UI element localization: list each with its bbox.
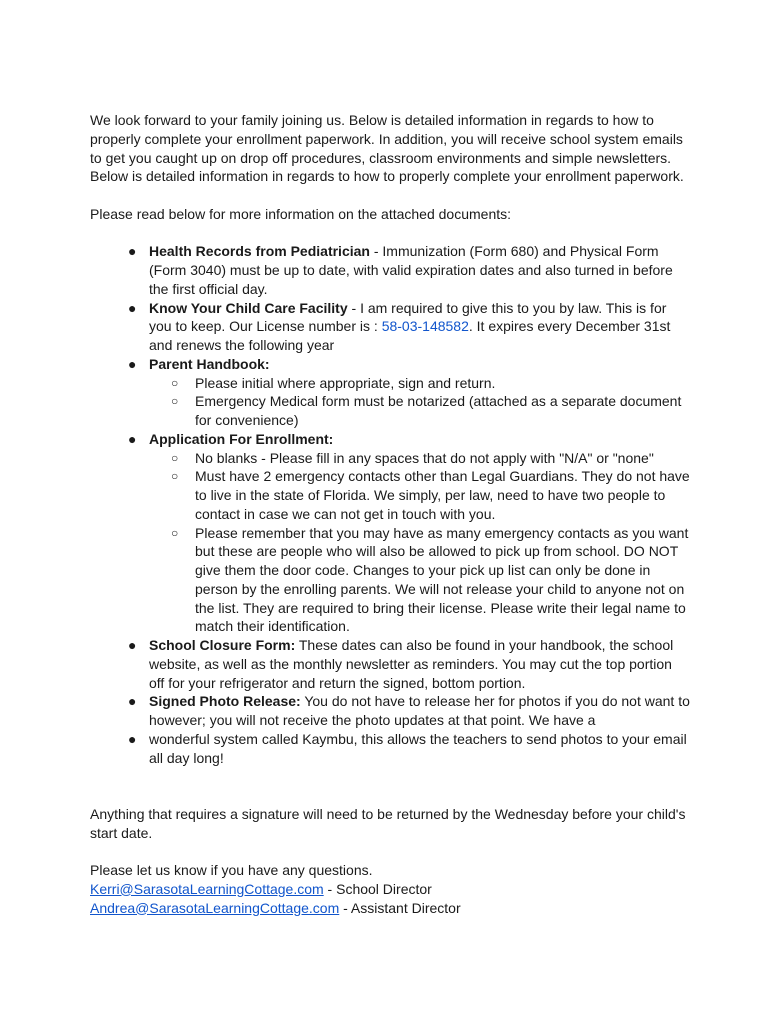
item-title: Parent Handbook: — [149, 355, 270, 372]
read-below-text: Please read below for more information on the attached documents: — [90, 205, 512, 222]
sub-list — [149, 449, 690, 637]
sub-item-text: Please remember that you may have as many emergency contacts as you want but these are people who will also be allowed to pick up from school. DO NOT give them the door code. Changes to your pick up list can only be done in person by the enrolling parents. We will not release your child to anyone not on the list. They are required to bring their license. Please write their legal name to match their identification. — [195, 524, 689, 635]
sub-list — [149, 374, 690, 430]
bullet-icon: ● — [128, 730, 137, 747]
bullet-icon: ● — [128, 430, 137, 447]
sub-bullet-icon: ○ — [171, 450, 179, 465]
sub-list-item — [149, 467, 690, 523]
sub-bullet-icon: ○ — [171, 469, 179, 484]
documents-list — [90, 242, 690, 767]
list-item-kaymbu — [90, 730, 690, 768]
list-item-photo-release — [90, 692, 690, 730]
item-text: These dates can also be found in your handbook, the school website, as well as the monthly newsletter as reminders. You may cut the top portion off for your refrigerator and return the signed, bottom portion. — [149, 637, 674, 691]
director-email-link[interactable]: Kerri@SarasotaLearningCottage.com — [90, 880, 324, 897]
contact-role: - School Director — [323, 880, 432, 897]
document-body — [90, 111, 690, 917]
item-title: Know Your Child Care Facility — [149, 299, 348, 316]
sub-list-item — [149, 449, 690, 468]
list-item-child-care-facility — [90, 299, 690, 355]
list-item-health-records — [90, 242, 690, 298]
bullet-icon: ● — [128, 299, 137, 316]
assistant-director-email-link[interactable]: Andrea@SarasotaLearningCottage.com — [90, 899, 340, 916]
contact-line — [90, 899, 690, 918]
contact-line — [90, 880, 690, 899]
item-text: You do not have to release her for photos if you do not want to however; you will not receive the photo updates at that point. We have a — [149, 693, 690, 728]
sub-item-text: No blanks - Please fill in any spaces that do not apply with "N/A" or "none" — [195, 449, 654, 466]
sub-bullet-icon: ○ — [171, 375, 179, 390]
sub-item-text: Emergency Medical form must be notarized (attached as a separate document for convenience) — [195, 393, 682, 428]
bullet-icon: ● — [128, 355, 137, 372]
item-text: - I am required to give this to you by law. This is for you to keep. Our License number is : — [149, 299, 667, 335]
sub-list-item — [149, 392, 690, 430]
item-title: Signed Photo Release: — [149, 693, 301, 710]
sub-item-text: Must have 2 emergency contacts other than Legal Guardians. They do not have to live in the state of Florida. We simply, per law, need to have two people to contact in case we can not get in touch with you. — [195, 468, 690, 522]
list-item-parent-handbook — [90, 355, 690, 430]
item-title: Application For Enrollment: — [149, 430, 334, 447]
sub-list-item — [149, 524, 690, 637]
item-text: wonderful system called Kaymbu, this allows the teachers to send photos to your email all day long! — [149, 730, 687, 766]
sub-bullet-icon: ○ — [171, 394, 179, 409]
item-title: School Closure Form: — [149, 637, 296, 653]
sub-bullet-icon: ○ — [171, 525, 179, 540]
sub-list-item — [149, 374, 690, 393]
bullet-icon: ● — [128, 243, 137, 260]
item-text: - Immunization (Form 680) and Physical Form (Form 3040) must be up to date, with valid expiration dates and also turned in before the first official day. — [149, 243, 673, 297]
questions-text: Please let us know if you have any questions. — [90, 862, 373, 878]
license-number: 58-03-148582 — [381, 318, 469, 335]
bullet-icon: ● — [128, 637, 137, 653]
signature-note: Anything that requires a signature will need to be returned by the Wednesday before your child's start date. — [90, 805, 686, 841]
item-text: . It expires every December 31st and renews the following year — [149, 318, 671, 353]
list-item-application — [90, 430, 690, 636]
sub-item-text: Please initial where appropriate, sign and return. — [195, 374, 496, 391]
list-item-school-closure — [90, 636, 690, 692]
bullet-icon: ● — [128, 693, 137, 710]
intro-paragraph: We look forward to your family joining us. Below is detailed information in regards to how to properly complete your enrollment paperwork. In addition, you will receive school system emails to get you caught up on drop off procedures, classroom environments and simple newsletters. Below is detailed information in regards to how to properly complete your enrollment paperwork. — [90, 112, 684, 185]
item-title: Health Records from Pediatrician — [149, 243, 370, 260]
contact-role: - Assistant Director — [339, 899, 461, 916]
